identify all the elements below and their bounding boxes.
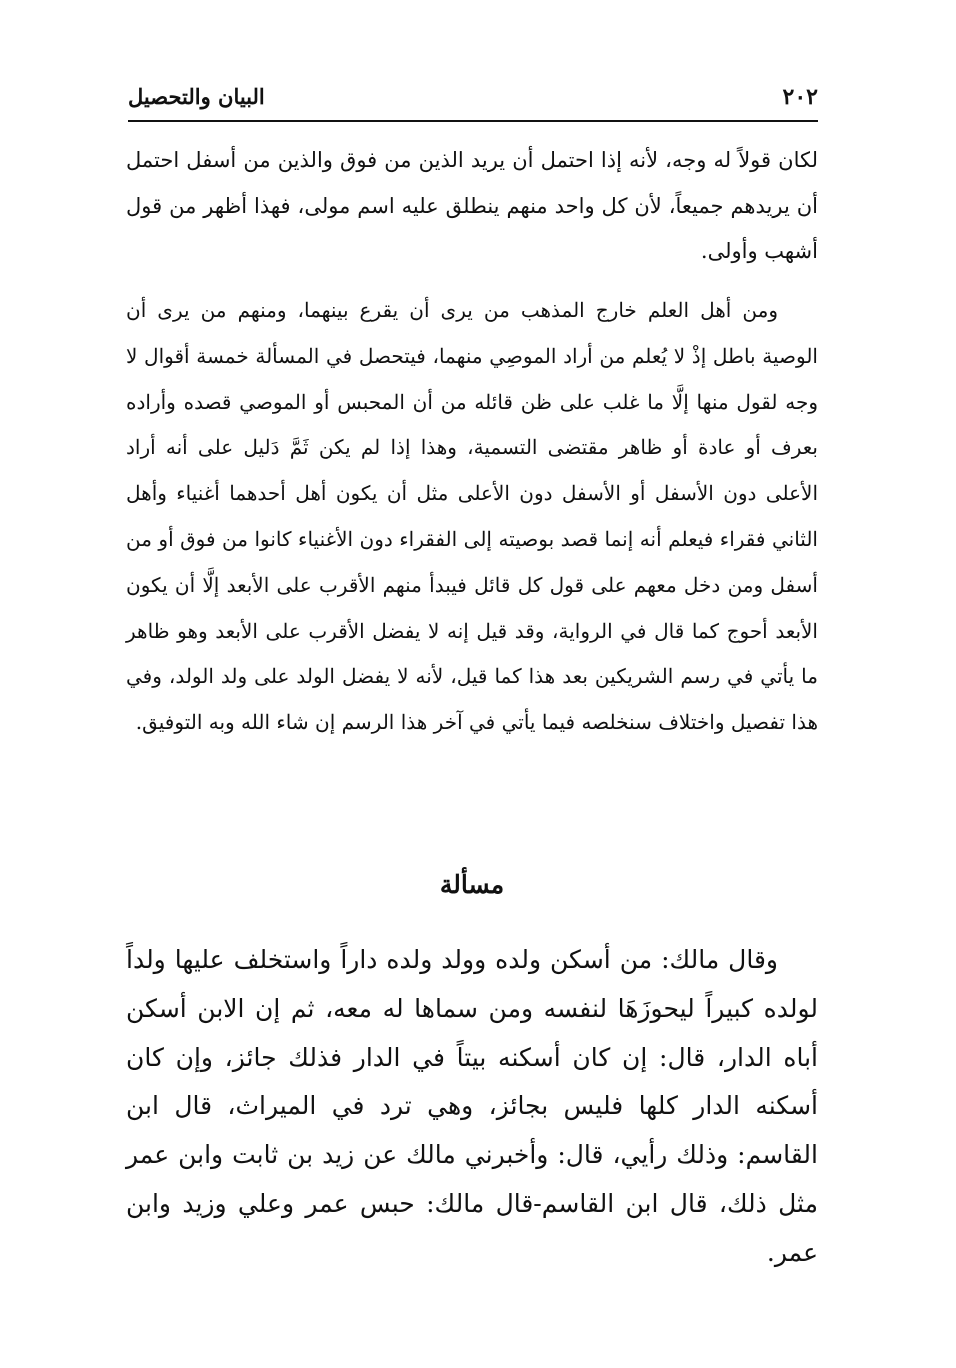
paragraph-1-text: لكان قولاً له وجه، لأنه إذا احتمل أن يريد الذين من فوق والذين من أسفل احتمل أن يريدهم جميعاً، لأن كل واحد منهم ينطلق عليه اسم مولى، فهذا أظهر من قول أشهب وأولى. — [126, 148, 818, 263]
section-paragraph — [126, 936, 818, 1278]
paragraph-2-text: ومن أهل العلم خارج المذهب من يرى أن يقرع بينهما، ومنهم من يرى أن الوصية باطل إذْ لا يُعلم من أراد الموصِي منهما، فيتحصل في المسألة خمسة أقوال لا وجه لقول منها إلَّا ما غلب على ظن قائله من أن المحبس أو الموصي قصده وأراده بعرف أو عادة أو ظاهر مقتضى التسمية، وهذا إذا لم يكن ثَمَّ دَليل على أنه أراد الأعلى دون الأسفل أو الأسفل دون الأعلى مثل أن يكون أهل أحدهما أغنياء وأهل الثاني فقراء فيعلم أنه إنما قصد بوصيته إلى الفقراء دون الأغنياء كانوا من فوق أو من أسفل ومن دخل معهم على قول كل قائل فيبدأ منهم الأقرب على الأبعد إلَّا أن يكون الأبعد أحوج كما قال في الرواية، وقد قيل إنه لا يفضل الأقرب على الأبعد وهو ظاهر ما يأتي في رسم الشريكين بعد هذا كما قيل، لأنه لا يفضل الولد على ولد الولد، وفي هذا تفصيل واختلاف سنخلصه فيما يأتي في آخر هذا الرسم إن شاء الله وبه التوفيق. — [126, 298, 818, 735]
paragraph-2 — [126, 288, 818, 746]
section-paragraph-text: وقال مالك: من أسكن ولده وولد ولده داراً واستخلف عليها ولداً لولده كبيراً ليحوزَهَا لنفسه ومن سماها له معه، ثم إن الابن أسكن أباه الدار، قال: إن كان أسكنه بيتاً في الدار فذلك جائز، وإن كان أسكنه الدار كلها فليس بجائز، وهي ترد في الميراث، قال ابن القاسم: وذلك رأيي، قال: وأخبرني مالك عن زيد بن ثابت وابن عمر مثل ذلك، قال ابن القاسم-قال مالك: حبس عمر وعلي وزيد وابن عمر. — [126, 945, 818, 1267]
page-header — [128, 78, 818, 122]
paragraph-1 — [126, 138, 818, 275]
book-title: البيان والتحصيل — [128, 84, 265, 109]
header-divider — [128, 120, 818, 122]
page-number: ٢٠٢ — [782, 84, 818, 110]
section-title: مسألة — [439, 870, 505, 899]
